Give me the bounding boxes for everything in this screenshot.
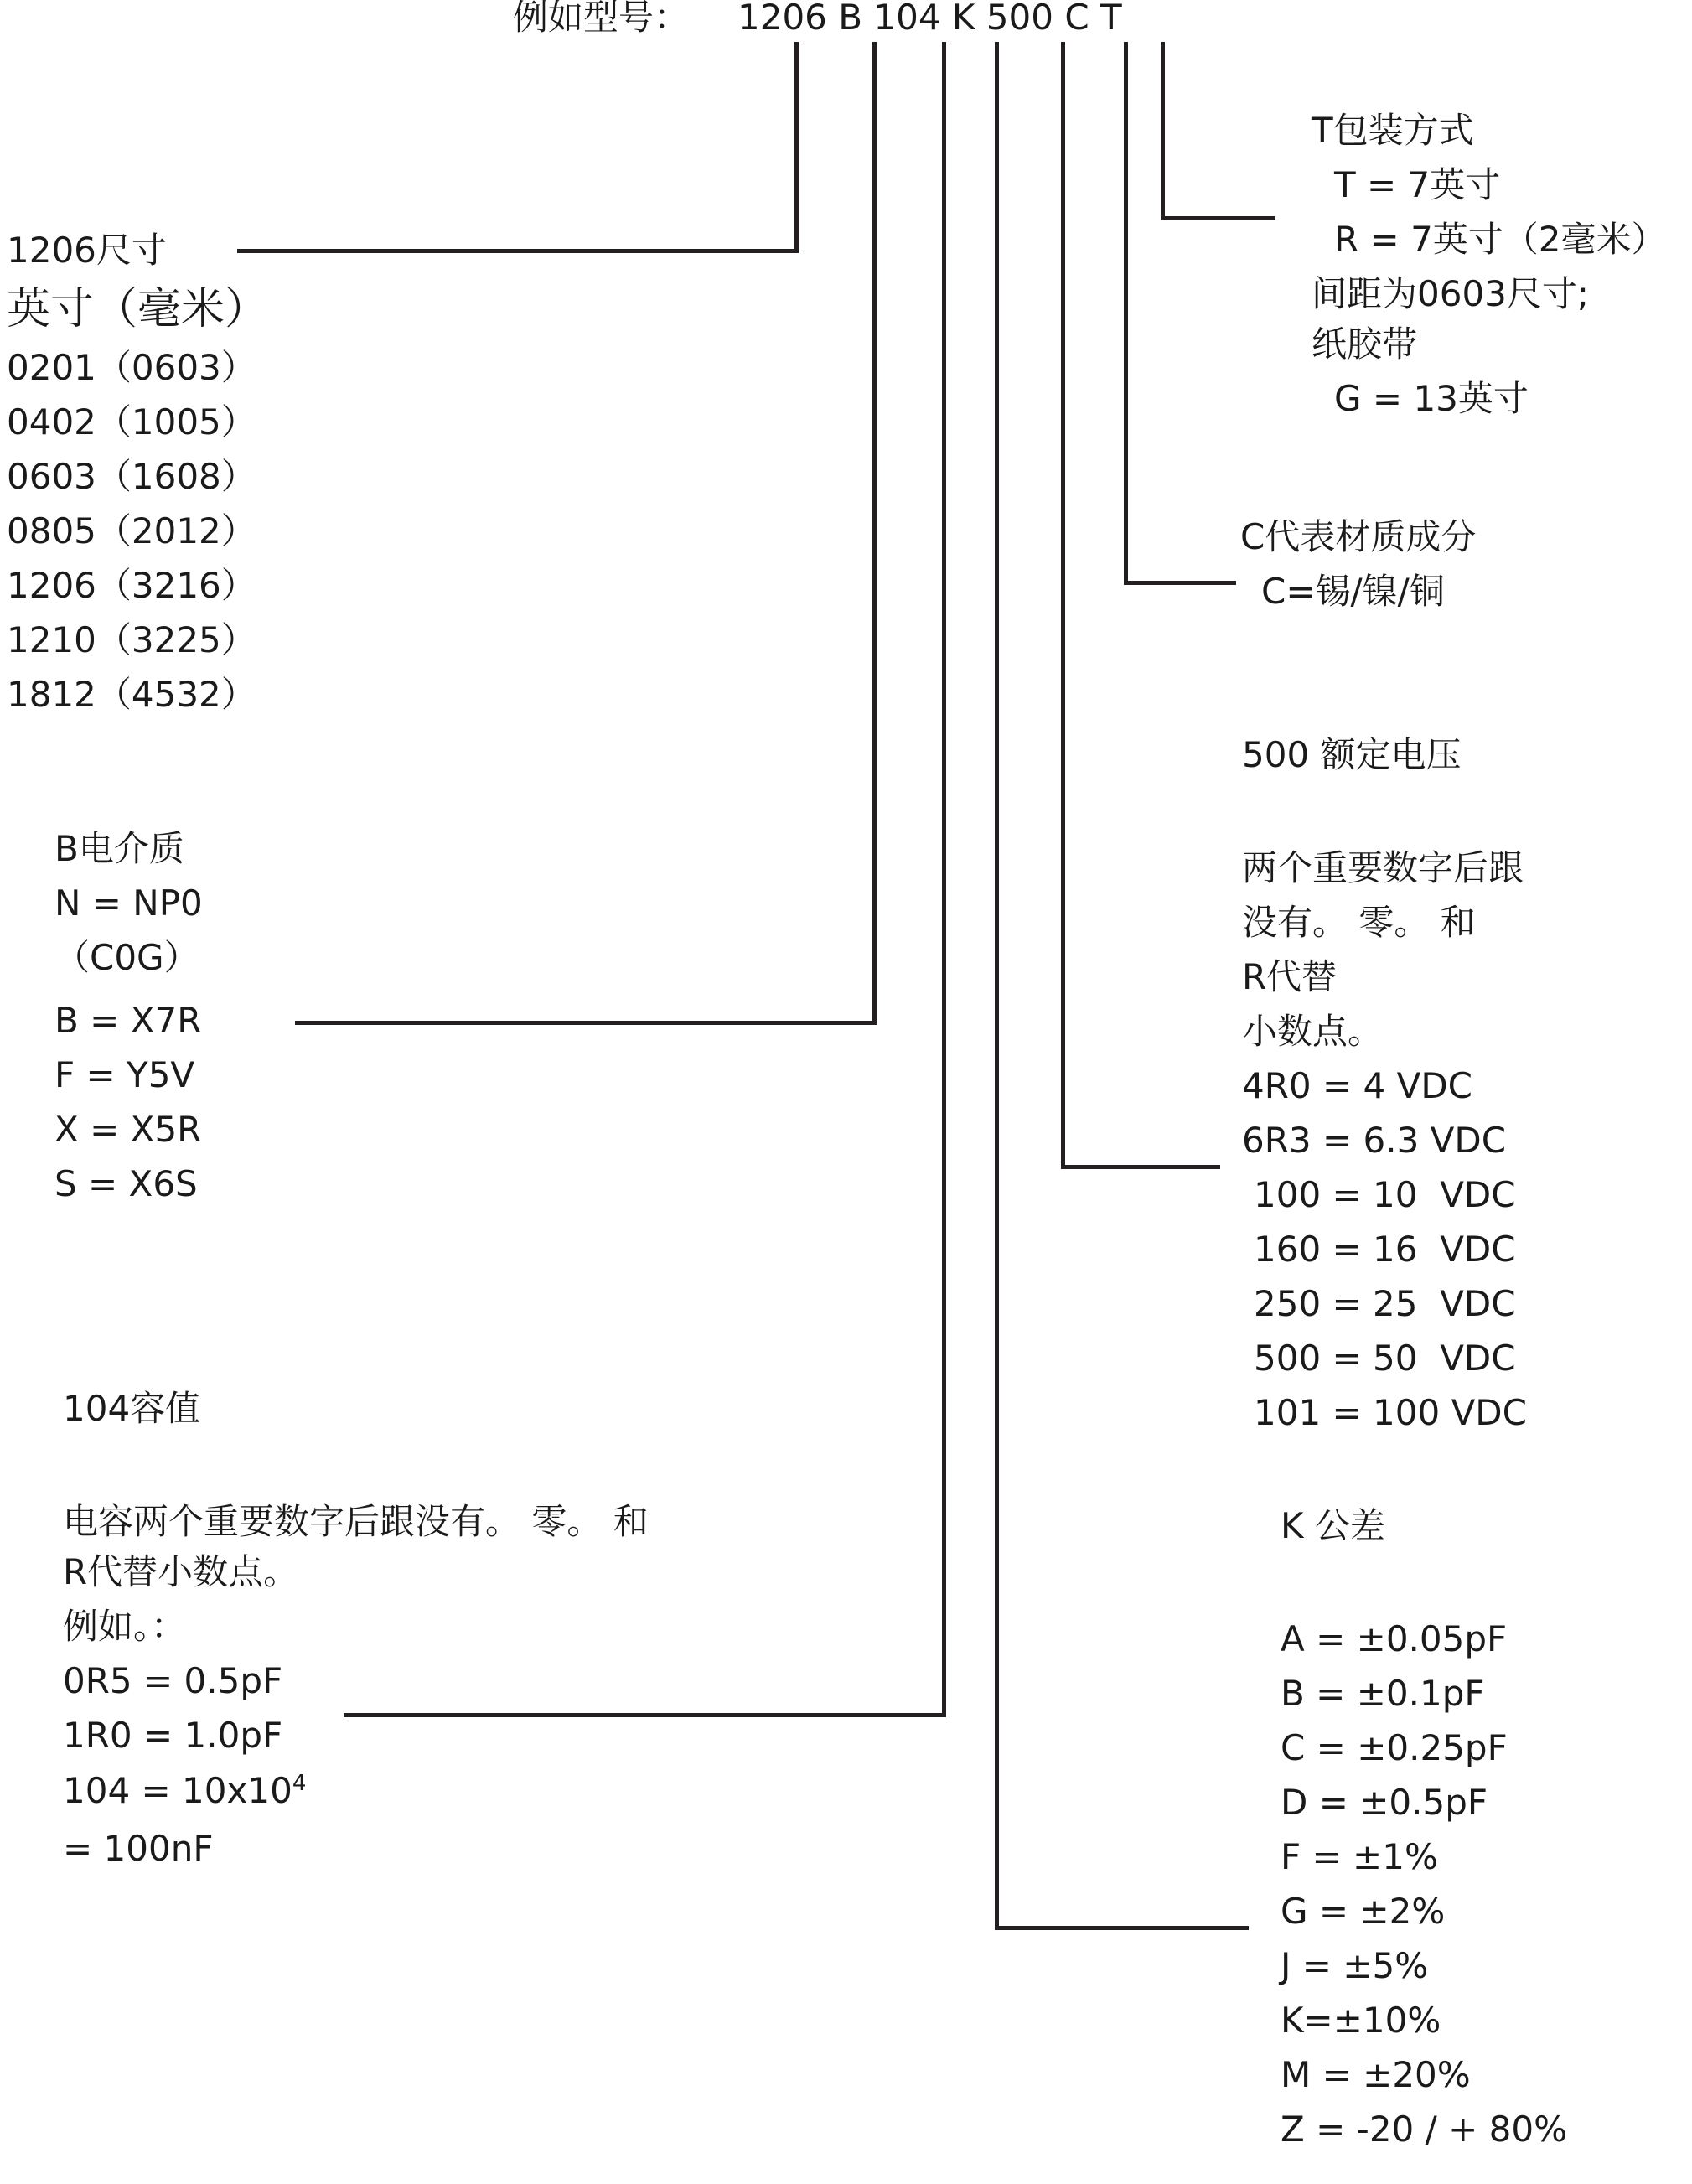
voltage-row: 100 = 10 VDC xyxy=(1254,1174,1516,1215)
packaging-block-heading: T包装方式 xyxy=(1312,110,1474,151)
tolerance-row: A = ±0.05pF xyxy=(1281,1618,1508,1659)
capacitance-exponent-superscript: 4 xyxy=(292,1771,307,1796)
dielectric-block-heading: B电介质 xyxy=(54,828,184,869)
dielectric-row: X = X5R xyxy=(54,1109,202,1150)
leader-line-capacitance-horizontal xyxy=(344,1713,946,1717)
tolerance-row: D = ±0.5pF xyxy=(1281,1782,1488,1823)
tolerance-row: C = ±0.25pF xyxy=(1281,1727,1508,1768)
leader-line-termination-vertical xyxy=(1124,42,1128,585)
voltage-note-line-1: 两个重要数字后跟 xyxy=(1242,847,1524,888)
dielectric-row: S = X6S xyxy=(54,1163,198,1204)
leader-line-packaging-vertical xyxy=(1161,42,1165,220)
leader-line-size-vertical xyxy=(794,42,799,253)
size-row: 0201（0603） xyxy=(7,347,256,388)
capacitance-note-line-3: 例如。： xyxy=(63,1606,187,1647)
dielectric-row: F = Y5V xyxy=(54,1054,195,1095)
voltage-block-heading: 500 额定电压 xyxy=(1242,734,1462,775)
capacitance-exponent-result: = 100nF xyxy=(63,1828,214,1869)
dielectric-row: B = X7R xyxy=(54,1000,202,1041)
size-row: 1206（3216） xyxy=(7,565,256,606)
voltage-row: 250 = 25 VDC xyxy=(1254,1283,1516,1324)
dielectric-row: （C0G） xyxy=(54,937,199,978)
termination-row: C=锡/镍/铜 xyxy=(1261,571,1445,612)
tolerance-row: B = ±0.1pF xyxy=(1281,1673,1485,1714)
leader-line-dielectric-horizontal xyxy=(295,1021,877,1025)
capacitance-note-line-2: R代替小数点。 xyxy=(63,1551,299,1592)
size-block-subheading: 英寸（毫米） xyxy=(7,284,269,334)
packaging-row: 间距为0603尺寸; xyxy=(1312,273,1590,314)
packaging-row: 纸胶带 xyxy=(1312,323,1418,365)
tolerance-row: Z = -20 / + 80% xyxy=(1281,2109,1568,2150)
tolerance-row: G = ±2% xyxy=(1281,1891,1446,1932)
leader-line-voltage-horizontal xyxy=(1061,1165,1220,1169)
capacitance-exponent-prefix: 104 = 10x10 xyxy=(63,1770,292,1811)
voltage-row: 6R3 = 6.3 VDC xyxy=(1242,1120,1507,1161)
example-part-number-label: 例如型号： xyxy=(513,0,690,38)
size-row: 1812（4532） xyxy=(7,674,256,715)
size-row: 1210（3225） xyxy=(7,619,256,660)
size-block-heading: 1206尺寸 xyxy=(7,230,167,271)
tolerance-row: F = ±1% xyxy=(1281,1836,1438,1877)
packaging-row: G = 13英寸 xyxy=(1334,378,1529,419)
dielectric-row: N = NP0 xyxy=(54,882,203,924)
packaging-row: R = 7英寸（2毫米） xyxy=(1334,219,1667,260)
leader-line-voltage-vertical xyxy=(1061,42,1065,1169)
capacitance-note-line-1: 电容两个重要数字后跟没有。 零。 和 xyxy=(63,1501,649,1542)
voltage-note-line-4: 小数点。 xyxy=(1242,1011,1384,1052)
capacitance-exponent-row xyxy=(63,1770,307,1811)
leader-line-capacitance-vertical xyxy=(942,42,946,1717)
voltage-row: 4R0 = 4 VDC xyxy=(1242,1065,1472,1106)
capacitance-row: 1R0 = 1.0pF xyxy=(63,1715,283,1756)
leader-line-tolerance-horizontal xyxy=(995,1926,1249,1930)
voltage-row: 500 = 50 VDC xyxy=(1254,1338,1516,1379)
leader-line-dielectric-vertical xyxy=(872,42,877,1025)
voltage-row: 160 = 16 VDC xyxy=(1254,1229,1516,1270)
leader-line-tolerance-vertical xyxy=(995,42,999,1930)
leader-line-termination-horizontal xyxy=(1124,581,1236,585)
leader-line-size-horizontal xyxy=(237,249,799,253)
capacitance-block-heading: 104容值 xyxy=(63,1388,201,1429)
voltage-note-line-2: 没有。 零。 和 xyxy=(1242,902,1476,943)
tolerance-block-heading: K 公差 xyxy=(1281,1505,1385,1546)
size-row: 0603（1608） xyxy=(7,456,256,497)
tolerance-row: M = ±20% xyxy=(1281,2054,1471,2095)
voltage-note-line-3: R代替 xyxy=(1242,956,1338,997)
capacitance-row: 0R5 = 0.5pF xyxy=(63,1660,283,1701)
tolerance-row: J = ±5% xyxy=(1281,1945,1429,1986)
voltage-row: 101 = 100 VDC xyxy=(1254,1392,1527,1433)
packaging-row: T = 7英寸 xyxy=(1334,164,1501,205)
size-row: 0805（2012） xyxy=(7,510,256,551)
example-part-number-code: 1206 B 104 K 500 C T xyxy=(737,0,1122,38)
termination-block-heading: C代表材质成分 xyxy=(1240,516,1477,557)
tolerance-row: K=±10% xyxy=(1281,2000,1441,2041)
size-row: 0402（1005） xyxy=(7,401,256,442)
leader-line-packaging-horizontal xyxy=(1161,216,1275,220)
